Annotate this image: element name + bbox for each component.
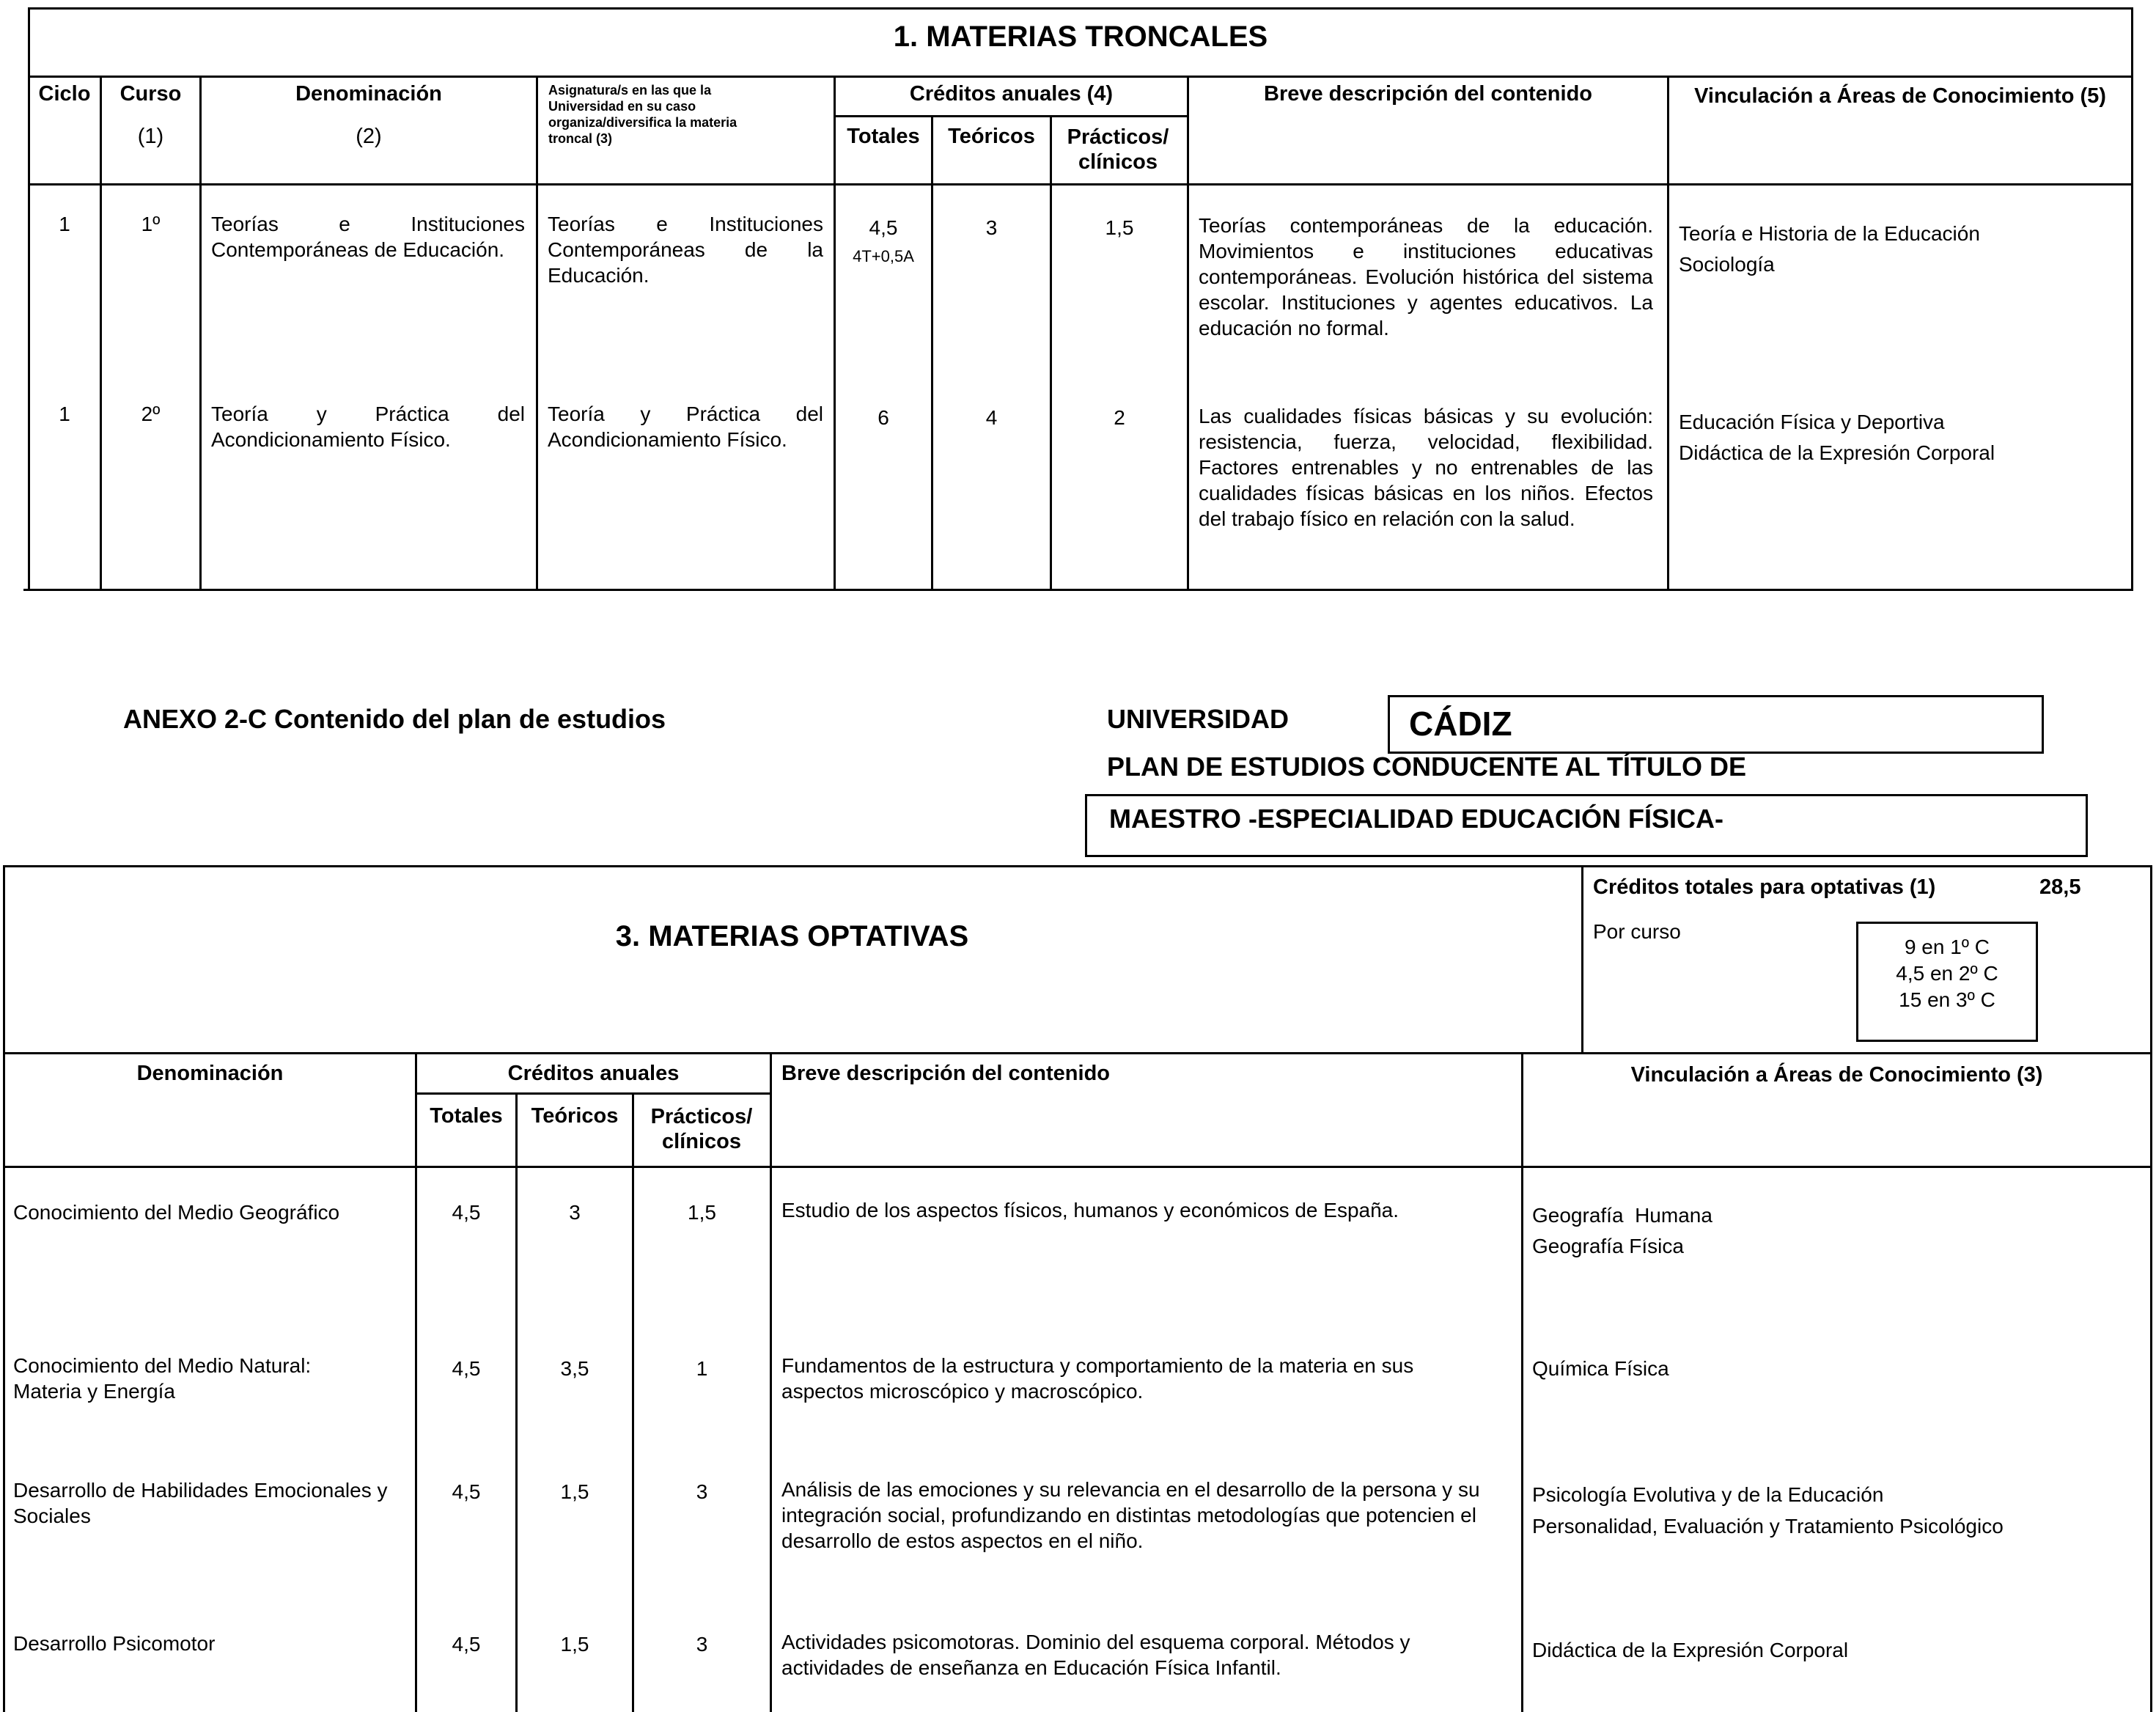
cell-totales: 4,5 bbox=[869, 216, 898, 239]
header-descripcion: Breve descripción del contenido bbox=[781, 1062, 1110, 1085]
cell-curso: 1º bbox=[141, 213, 161, 235]
por-curso-label: Por curso bbox=[1593, 920, 1681, 943]
titulo-box bbox=[1085, 794, 2088, 857]
header-ciclo: Ciclo bbox=[38, 82, 91, 106]
cell-teoricos: 3,5 bbox=[560, 1357, 589, 1380]
optativas-title: 3. MATERIAS OPTATIVAS bbox=[615, 920, 969, 952]
cell-descripcion: Teorías contemporáneas de la educación. Movimientos e instituciones educativas contemporáneas. Evolución histórica del sistema escolar. Instituciones y agentes educativos. La educación no formal. bbox=[1199, 214, 1653, 339]
cell-areas bbox=[1532, 1479, 2146, 1542]
cell-areas bbox=[1679, 218, 2119, 280]
cell-descripcion: Fundamentos de la estructura y comportamiento de la materia en sus aspectos microscópico y macroscópico. bbox=[781, 1354, 1414, 1403]
cell-ciclo: 1 bbox=[59, 403, 70, 425]
cell-practicos: 3 bbox=[696, 1633, 708, 1656]
header-curso: Curso bbox=[119, 82, 182, 106]
cell-descripcion: Actividades psicomotoras. Dominio del esquema corporal. Métodos y actividades de enseñanza en Educación Física Infantil. bbox=[781, 1631, 1410, 1679]
area-item: Psicología Evolutiva y de la Educación bbox=[1532, 1483, 1884, 1506]
cell-totales: 4,5 bbox=[452, 1201, 481, 1224]
header-teoricos: Teóricos bbox=[948, 125, 1035, 148]
area-item: Sociología bbox=[1679, 253, 1775, 276]
cell-teoricos: 4 bbox=[985, 406, 998, 429]
cell-denominacion: Desarrollo de Habilidades Emocionales y Sociales bbox=[13, 1479, 388, 1527]
cell-teoricos: 3 bbox=[985, 216, 998, 239]
cell-totales: 4,5 bbox=[452, 1633, 481, 1656]
cell-teoricos: 3 bbox=[569, 1201, 581, 1224]
cell-practicos: 3 bbox=[696, 1480, 708, 1503]
area-item: Química Física bbox=[1532, 1357, 1669, 1380]
area-item: Teoría e Historia de la Educación bbox=[1679, 222, 1980, 245]
anexo-label: ANEXO 2-C Contenido del plan de estudios bbox=[123, 704, 666, 734]
cell-descripcion: Las cualidades físicas básicas y su evolución: resistencia, fuerza, velocidad, flexibilidad. Factores entrenables y no entrenables de las cualidades físicas básicas en los niños. Efectos del trabajo físico en relación con la salud. bbox=[1199, 405, 1653, 530]
area-item: Educación Física y Deportiva bbox=[1679, 411, 1945, 433]
por-curso-item: 9 en 1º C bbox=[1904, 936, 1990, 958]
por-curso-item: 15 en 3º C bbox=[1899, 988, 1995, 1011]
cell-practicos: 1,5 bbox=[1105, 216, 1134, 239]
header-totales: Totales bbox=[847, 125, 920, 148]
header-denominacion: Denominación bbox=[295, 82, 442, 106]
header-curso-note: (1) bbox=[137, 125, 164, 148]
cell-practicos: 1 bbox=[696, 1357, 708, 1380]
header-vinculacion: Vinculación a Áreas de Conocimiento (5) bbox=[1694, 84, 2106, 108]
area-item: Personalidad, Evaluación y Tratamiento Psicológico bbox=[1532, 1515, 2004, 1538]
header-denominacion: Denominación bbox=[136, 1062, 284, 1085]
cell-practicos: 1,5 bbox=[688, 1201, 716, 1224]
cell-asignatura: Teoría y Práctica del Acondicionamiento Físico. bbox=[548, 403, 823, 451]
header-descripcion: Breve descripción del contenido bbox=[1264, 82, 1592, 106]
creditos-totales-value: 28,5 bbox=[2039, 875, 2081, 899]
area-item: Didáctica de la Expresión Corporal bbox=[1679, 441, 1995, 464]
cell-denominacion: Conocimiento del Medio Natural: Materia y Energía bbox=[13, 1354, 312, 1403]
cell-practicos: 2 bbox=[1114, 406, 1125, 429]
cell-descripcion: Estudio de los aspectos físicos, humanos y económicos de España. bbox=[781, 1199, 1399, 1221]
header-practicos: Prácticos/ clínicos bbox=[1067, 125, 1169, 174]
troncales-title: 1. MATERIAS TRONCALES bbox=[893, 21, 1268, 53]
cell-denominacion: Conocimiento del Medio Geográfico bbox=[13, 1201, 340, 1224]
cell-denominacion: Teorías e Instituciones Contemporáneas de Educación. bbox=[211, 213, 525, 261]
por-curso-item: 4,5 en 2º C bbox=[1896, 962, 1998, 985]
area-item: Didáctica de la Expresión Corporal bbox=[1532, 1639, 1849, 1661]
cell-ciclo: 1 bbox=[59, 213, 70, 235]
cell-totales-note: 4T+0,5A bbox=[853, 247, 914, 265]
header-denominacion-note: (2) bbox=[356, 125, 382, 148]
universidad-box bbox=[1388, 695, 2044, 754]
header-creditos: Créditos anuales (4) bbox=[909, 82, 1114, 106]
cell-areas bbox=[1679, 407, 2119, 469]
universidad-label: UNIVERSIDAD bbox=[1107, 704, 1289, 734]
cell-areas bbox=[1532, 1200, 2141, 1262]
header-asignaturas: Asignatura/s en las que la Universidad en su caso organiza/diversifica la materia troncal (3) bbox=[548, 83, 737, 146]
cell-curso: 2º bbox=[141, 403, 161, 425]
cell-denominacion: Teoría y Práctica del Acondicionamiento Físico. bbox=[211, 403, 525, 451]
header-teoricos: Teóricos bbox=[531, 1104, 619, 1128]
header-vinculacion: Vinculación a Áreas de Conocimiento (3) bbox=[1630, 1063, 2043, 1087]
cell-teoricos: 1,5 bbox=[560, 1633, 589, 1656]
header-practicos: Prácticos/ clínicos bbox=[650, 1105, 753, 1153]
plan-label: PLAN DE ESTUDIOS CONDUCENTE AL TÍTULO DE bbox=[1107, 752, 1747, 782]
titulo-text: MAESTRO -ESPECIALIDAD EDUCACIÓN FÍSICA- bbox=[1109, 804, 1724, 834]
creditos-totales-label: Créditos totales para optativas (1) bbox=[1593, 875, 1936, 899]
cell-totales: 4,5 bbox=[452, 1357, 481, 1380]
cell-asignatura: Teorías e Instituciones Contemporáneas de la Educación. bbox=[548, 213, 823, 287]
header-creditos: Créditos anuales bbox=[507, 1062, 680, 1085]
cell-teoricos: 1,5 bbox=[560, 1480, 589, 1503]
cell-totales: 4,5 bbox=[452, 1480, 481, 1503]
cell-areas bbox=[1532, 1356, 2141, 1381]
cell-descripcion: Análisis de las emociones y su relevancia en el desarrollo de la persona y su integración social, profundizando en distintas metodologías que potencien el desarrollo de estos aspectos en el niño. bbox=[781, 1478, 1480, 1552]
area-item: Geografía Física bbox=[1532, 1235, 1684, 1257]
por-curso-box bbox=[1856, 922, 2038, 1042]
cell-denominacion: Desarrollo Psicomotor bbox=[13, 1632, 216, 1655]
cell-totales: 6 bbox=[878, 406, 889, 429]
cell-areas bbox=[1532, 1637, 2141, 1663]
universidad-name: CÁDIZ bbox=[1409, 705, 1512, 743]
header-totales: Totales bbox=[430, 1104, 503, 1128]
area-item: Geografía Humana bbox=[1532, 1204, 1712, 1227]
